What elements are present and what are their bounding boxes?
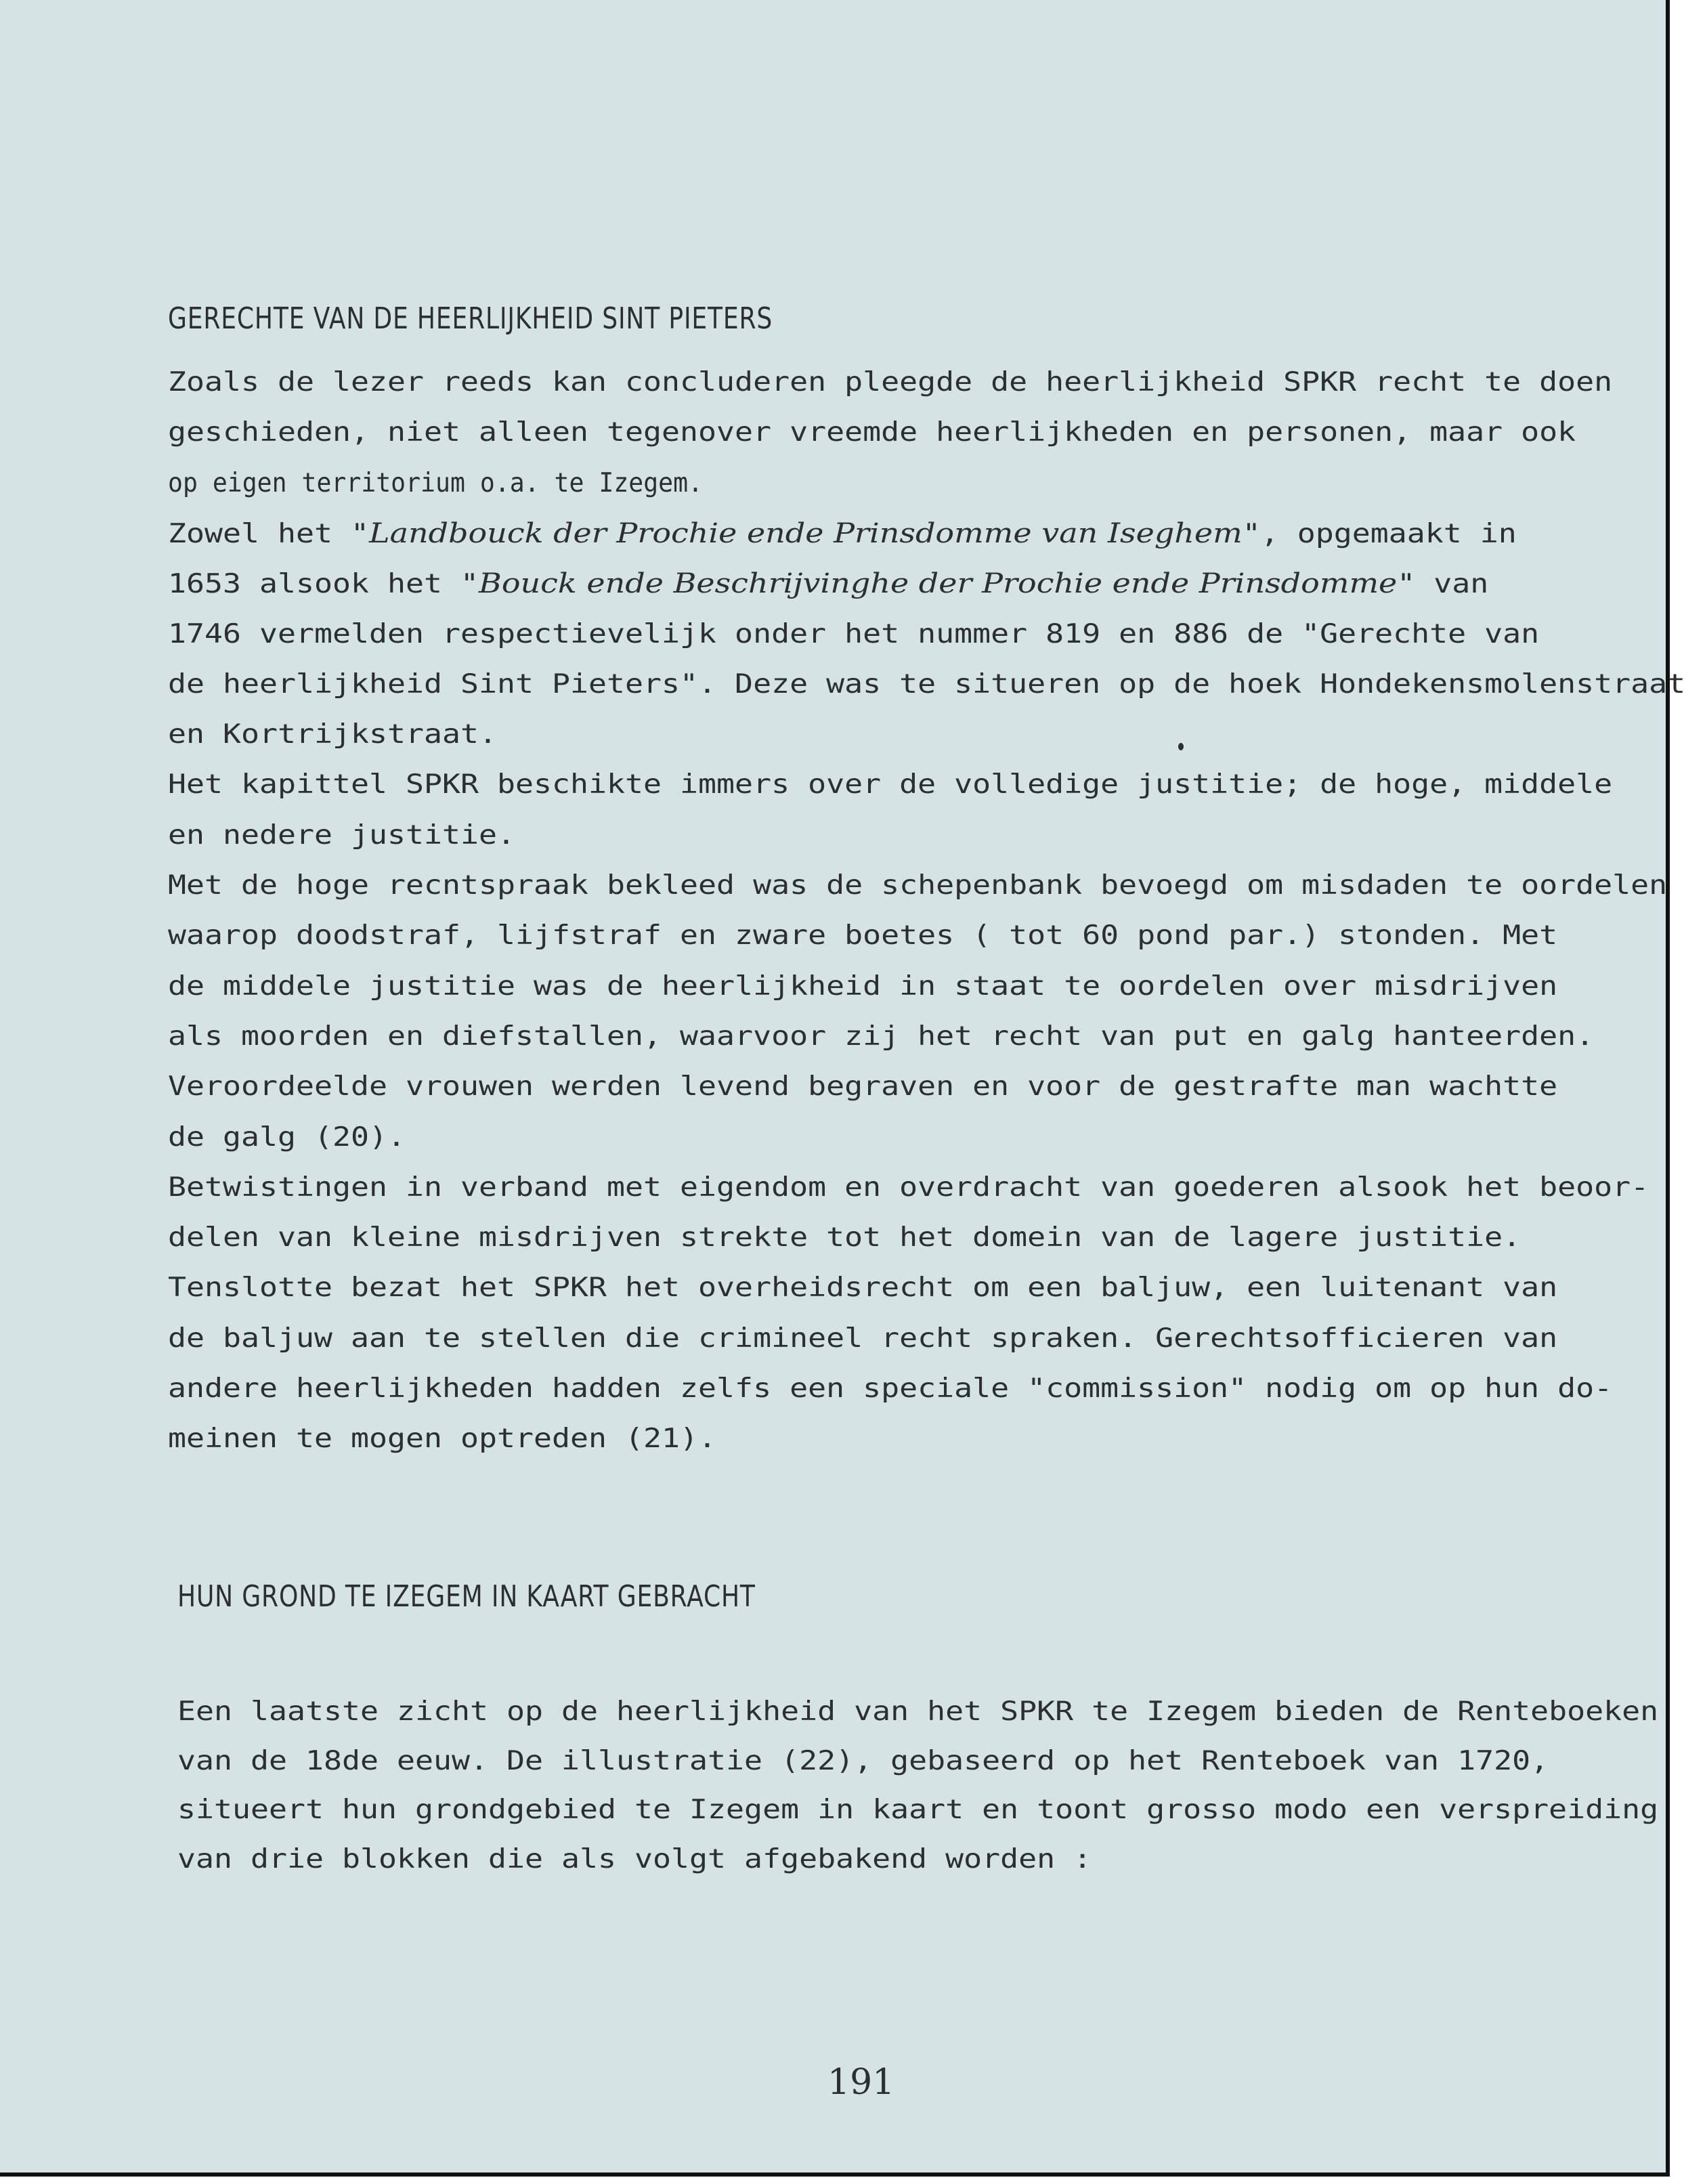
text-line xyxy=(168,922,1557,949)
text-line xyxy=(168,1375,1612,1402)
scan-edge-bottom xyxy=(0,2172,1670,2177)
text-line xyxy=(168,819,516,851)
line-text: waarop doodstraf, lijfstraf en zware boetes ( tot 60 pond par.) stonden. Met xyxy=(168,920,1558,951)
line-text: op eigen territorium o.a. te Izegem. xyxy=(168,467,703,498)
stray-mark xyxy=(1178,743,1184,750)
text-line xyxy=(177,1843,1092,1875)
text-line xyxy=(168,668,1686,700)
line-text: ", opgemaakt in xyxy=(1242,518,1517,549)
line-text: delen van kleine misdrijven strekte tot het domein van de lagere justitie. xyxy=(168,1222,1521,1254)
line-text: " van xyxy=(1397,569,1489,600)
text-line xyxy=(168,419,1576,446)
italic-title: Landbouck der Prochie ende Prinsdomme van Iseghem xyxy=(369,517,1243,549)
text-line xyxy=(168,1222,1521,1254)
line-text: de middele justitie was de heerlijkheid in staat te oordelen over misdrijven xyxy=(168,970,1558,1002)
line-text: de galg (20). xyxy=(168,1121,406,1153)
line-text: Een laatste zicht op de heerlijkheid van het SPKR te Izegem bieden de Renteboeken xyxy=(177,1696,1659,1727)
line-text: en Kortrijkstraat. xyxy=(168,719,498,750)
line-text: Zowel het " xyxy=(168,518,370,549)
line-text: Betwistingen in verband met eigendom en overdracht van goederen alsook het beoor- xyxy=(168,1172,1649,1203)
line-text: Zoals de lezer reeds kan concluderen pleegde de heerlijkheid SPKR recht te doen xyxy=(168,367,1613,398)
text-line xyxy=(168,367,1613,398)
line-text: meinen te mogen optreden (21). xyxy=(168,1423,717,1455)
text-line xyxy=(168,721,497,748)
line-text: de baljuw aan te stellen die crimineel recht spraken. Gerechtsofficieren van xyxy=(168,1323,1558,1354)
text-line xyxy=(168,467,703,498)
text-line xyxy=(168,618,1540,649)
line-text: 1746 vermelden respectievelijk onder het nummer 819 en 886 de "Gerechte van xyxy=(168,618,1540,649)
line-text: Tenslotte bezat het SPKR het overheidsrecht om een baljuw, een luitenant van xyxy=(168,1272,1558,1304)
text-line xyxy=(168,1174,1649,1201)
text-line xyxy=(168,517,1517,549)
line-text: Met de hoge recntspraak bekleed was de schepenbank bevoegd om misdaden te oordelen xyxy=(168,870,1668,901)
italic-title: Bouck ende Beschrijvinghe der Prochie ende Prinsdomme xyxy=(479,568,1398,600)
line-text: van de 18de eeuw. De illustratie (22), gebaseerd op het Renteboek van 1720, xyxy=(177,1745,1549,1776)
text-line xyxy=(168,970,1558,1002)
text-line xyxy=(168,1272,1558,1304)
line-text: als moorden en diefstallen, waarvoor zij het recht van put en galg hanteerden. xyxy=(168,1021,1595,1052)
text-line xyxy=(168,1423,717,1455)
line-text: van drie blokken die als volgt afgebakend worden : xyxy=(177,1843,1092,1875)
page-number: 191 xyxy=(827,2062,895,2103)
scan-edge-right xyxy=(1666,0,1670,2174)
line-text: andere heerlijkheden hadden zelfs een speciale "commission" nodig om op hun do- xyxy=(168,1373,1613,1404)
line-text: geschieden, niet alleen tegenover vreemde heerlijkheden en personen, maar ook xyxy=(168,417,1576,448)
text-line xyxy=(168,1325,1557,1352)
text-line xyxy=(168,1121,406,1153)
line-text: 1653 alsook het " xyxy=(168,569,479,600)
text-line xyxy=(168,872,1667,899)
text-line xyxy=(168,771,1612,798)
line-text: Veroordeelde vrouwen werden levend begraven en voor de gestrafte man wachtte xyxy=(168,1071,1558,1102)
line-text: situeert hun grondgebied te Izegem in kaart en toont grosso modo een verspreiding xyxy=(177,1795,1659,1825)
section-heading-gerechte: GERECHTE VAN DE HEERLIJKHEID SINT PIETERS xyxy=(168,301,773,336)
section-heading-grond: HUN GROND TE IZEGEM IN KAART GEBRACHT xyxy=(177,1579,756,1614)
text-line xyxy=(177,1698,1658,1725)
text-line xyxy=(177,1745,1549,1776)
line-text: de heerlijkheid Sint Pieters". Deze was te situeren op de hoek Hondekensmolenstraat xyxy=(168,668,1686,700)
text-line xyxy=(168,1023,1594,1050)
line-text: Het kapittel SPKR beschikte immers over de volledige justitie; de hoge, middele xyxy=(168,769,1613,800)
text-line xyxy=(177,1797,1658,1823)
line-text: en nedere justitie. xyxy=(168,819,516,851)
text-line xyxy=(168,1073,1557,1100)
text-line xyxy=(168,568,1489,600)
